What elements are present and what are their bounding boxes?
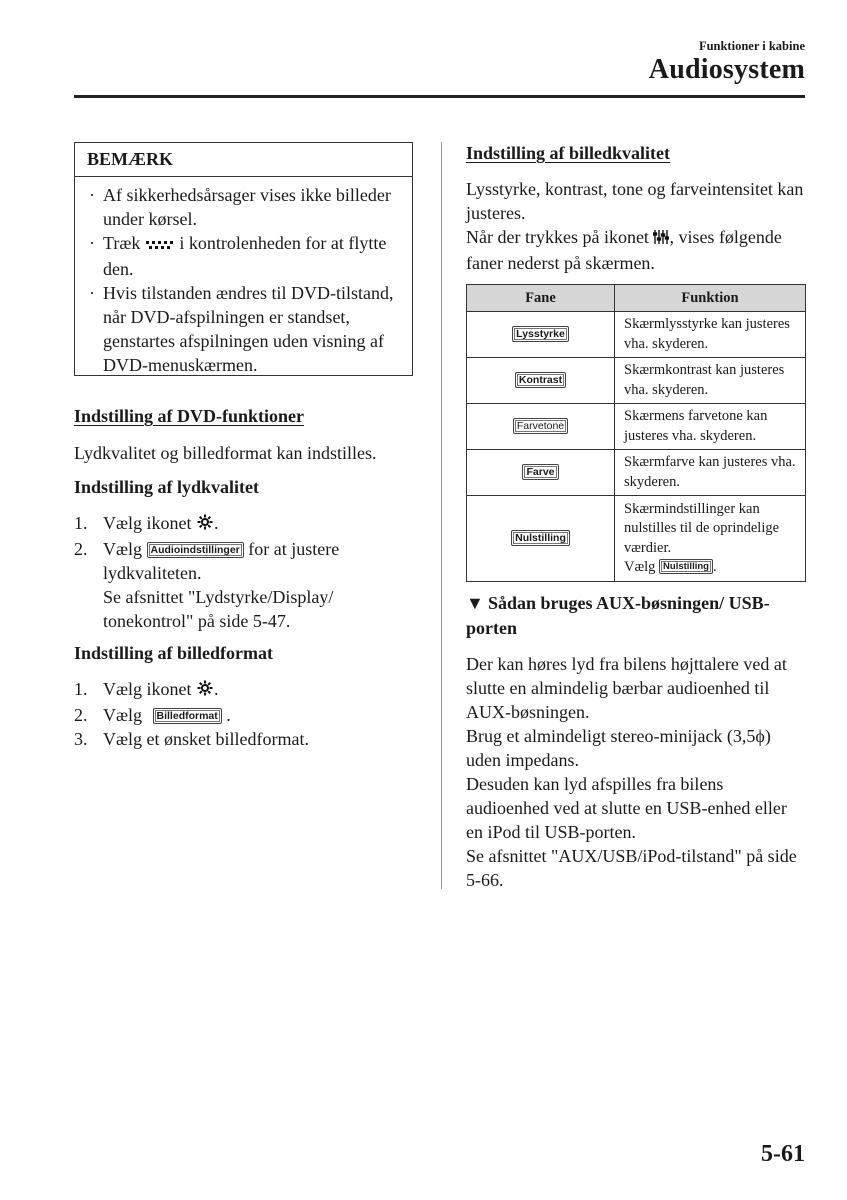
table-cell-description: Skærmkontrast kan justeres vha. skyderen. — [615, 358, 806, 404]
aux-paragraph: Der kan høres lyd fra bilens højttalere ved at slutte en almindelig bærbar audioenhed til AUX-bøsningen. — [466, 654, 787, 722]
step — [74, 537, 414, 633]
quality-paragraph: Lysstyrke, kontrast, tone og farveintensitet kan justeres. — [466, 179, 804, 223]
note-item — [87, 231, 404, 281]
page-title: Audiosystem — [648, 54, 805, 85]
step-number: 1. — [74, 513, 88, 533]
note-box — [74, 142, 413, 376]
sound-heading: Indstilling af lydkvalitet — [74, 477, 260, 497]
step-text: Vælg et ønsket billedformat. — [103, 729, 309, 749]
step-text: Vælg — [103, 539, 143, 559]
note-item-text: Træk — [103, 233, 141, 253]
table-row — [467, 312, 806, 358]
column-header-funktion: Funktion — [615, 285, 806, 312]
contrast-tab-button[interactable]: Kontrast — [515, 372, 566, 388]
step-text: for at justere lydkvaliteten. — [103, 539, 340, 583]
quality-heading: Indstilling af billedkvalitet — [466, 143, 671, 163]
audio-settings-button[interactable]: Audioindstillinger — [147, 542, 244, 558]
column-divider — [441, 142, 442, 889]
table-cell-description: Skærmens farvetone kan justeres vha. skyderen. — [615, 404, 806, 450]
table-cell-description: Skærmlysstyrke kan justeres vha. skyderen. — [615, 312, 806, 358]
sound-steps — [74, 511, 414, 633]
step-number: 1. — [74, 679, 88, 699]
step-text: Vælg — [103, 705, 143, 725]
quality-paragraph: Når der trykkes på ikonet , vises følgende faner nederst på skærmen. — [466, 227, 782, 273]
equalizer-sliders-icon — [653, 227, 669, 251]
page-number: 5-61 — [761, 1141, 805, 1167]
drag-handle-icon — [145, 233, 175, 257]
step: 1. Vælg ikonet . — [74, 677, 414, 703]
gear-icon — [196, 513, 214, 537]
title-divider — [74, 95, 805, 98]
dvd-heading: Indstilling af DVD-funktioner — [74, 406, 305, 426]
table-row — [467, 496, 806, 582]
tab-function-table — [466, 284, 806, 582]
note-heading: BEMÆRK — [75, 143, 412, 177]
note-list — [75, 177, 412, 377]
note-item: · Hvis tilstanden ændres til DVD-tilstand, når DVD-afspilningen er standset, genstartes afspilningen uden visning af DVD-menuskærmen. — [87, 281, 404, 377]
aux-paragraph: Brug et almindeligt stereo-minijack (3,5ϕ) uden impedans. — [466, 726, 771, 770]
step: 1. Vælg ikonet . — [74, 511, 414, 537]
step-number: 2. — [74, 705, 88, 725]
table-row — [467, 450, 806, 496]
section-label: Funktioner i kabine — [698, 39, 805, 53]
brightness-tab-button[interactable]: Lysstyrke — [512, 326, 569, 342]
reset-button[interactable]: Nulstilling — [659, 559, 713, 574]
step-number: 2. — [74, 539, 88, 559]
tone-tab-button[interactable]: Farvetone — [513, 418, 568, 434]
triangle-down-icon: ▼ — [466, 593, 484, 613]
step-text: Vælg ikonet — [103, 679, 192, 699]
step — [74, 727, 414, 751]
aux-heading: ▼ Sådan bruges AUX-bøsningen/ USB-porten — [466, 593, 770, 638]
picture-format-steps — [74, 677, 414, 751]
aux-paragraph: Desuden kan lyd afspilles fra bilens audioenhed ved at slutte en USB-enhed eller en iPod til USB-porten. — [466, 774, 787, 842]
step-text: Vælg ikonet — [103, 513, 192, 533]
column-header-fane: Fane — [467, 285, 615, 312]
step: 2. Vælg Billedformat . — [74, 705, 231, 725]
table-row — [467, 358, 806, 404]
picture-format-button[interactable]: Billedformat — [153, 708, 222, 724]
table-cell-description: Skærmfarve kan justeres vha. skyderen. — [615, 450, 806, 496]
step-reference: Se afsnittet "Lydstyrke/Display/ tonekontrol" på side 5-47. — [103, 587, 334, 631]
color-tab-button[interactable]: Farve — [522, 464, 558, 480]
reset-tab-button[interactable]: Nulstilling — [511, 530, 570, 546]
table-row — [467, 404, 806, 450]
note-item: · Af sikkerhedsårsager vises ikke billeder under kørsel. — [87, 183, 404, 231]
gear-icon — [196, 679, 214, 703]
aux-paragraph: Se afsnittet "AUX/USB/iPod-tilstand" på side 5-66. — [466, 846, 797, 890]
picture-format-heading: Indstilling af billedformat — [74, 643, 274, 663]
note-item-text: i kontrolenheden for at flytte den. — [103, 233, 387, 279]
table-header-row — [467, 285, 806, 312]
dvd-intro: Lydkvalitet og billedformat kan indstilles. — [74, 443, 377, 463]
step-number: 3. — [74, 729, 88, 749]
table-cell-description: Skærmindstillinger kan nulstilles til de oprindelige værdier. Vælg Nulstilling . — [615, 496, 806, 582]
